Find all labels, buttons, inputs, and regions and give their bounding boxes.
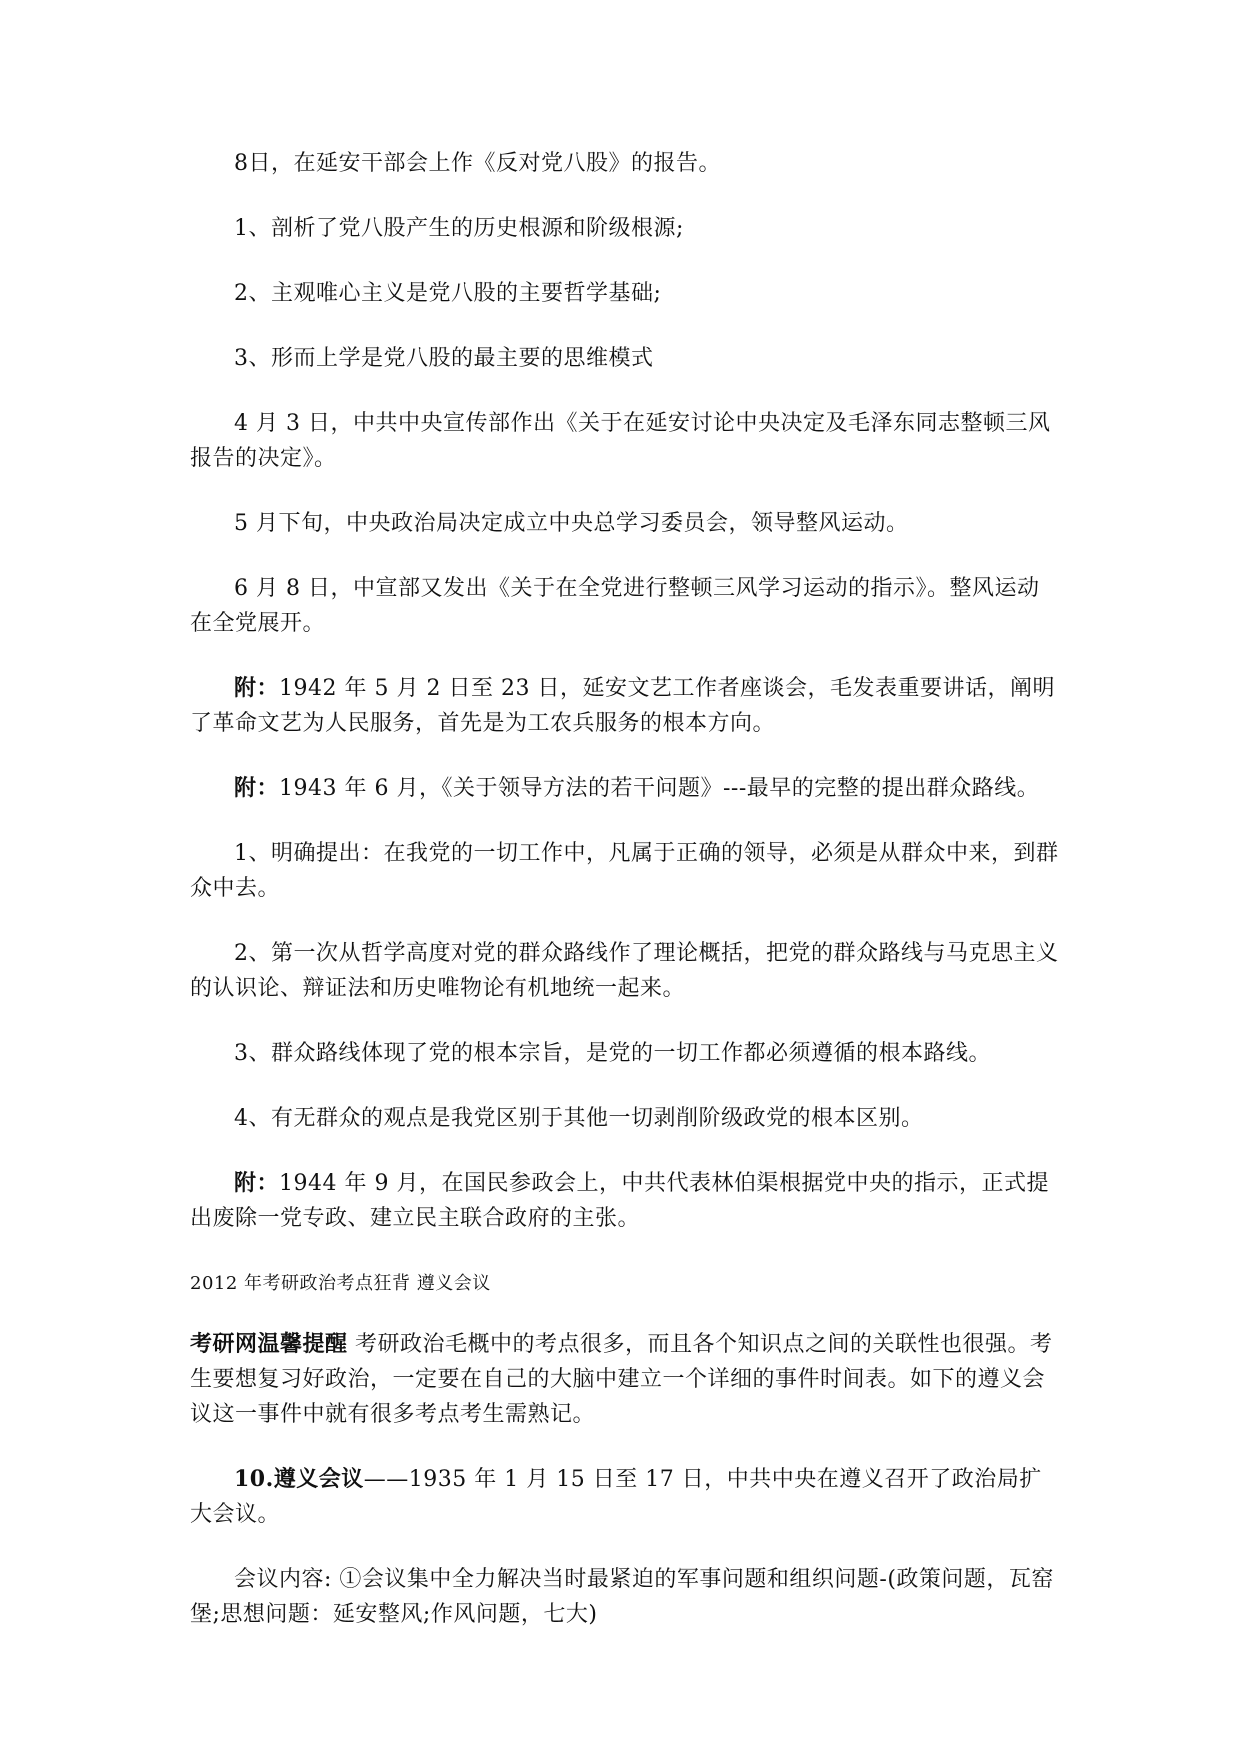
meeting-content-text: 会议内容: ①会议集中全力解决当时最紧迫的军事问题和组织问题-(政策问题，瓦窑堡;思想问题：延安整风;作风问题，七大): [190, 1567, 1054, 1627]
appendix-label: 附：: [234, 675, 280, 701]
paragraph-text: 6 月 8 日，中宣部又发出《关于在全党进行整顿三风学习运动的指示》。整风运动在全党展开。: [190, 576, 1040, 636]
list-item-text: 1、明确提出：在我党的一切工作中，凡属于正确的领导，必须是从群众中来，到群众中去。: [190, 841, 1059, 901]
tip-label: 考研网温馨提醒: [190, 1331, 348, 1357]
paragraph: [190, 406, 1060, 476]
zunyi-text: ——1935 年 1 月 15 日至 17 日，中共中央在遵义召开了政治局扩大会议。: [190, 1467, 1042, 1527]
appendix-label: 附：: [234, 775, 280, 801]
paragraph-text: 1943 年 6 月，《关于领导方法的若干问题》---最早的完整的提出群众路线。: [279, 776, 1040, 801]
list-item-text: 3、群众路线体现了党的根本宗旨，是党的一切工作都必须遵循的根本路线。: [234, 1041, 991, 1066]
meeting-content-paragraph: [190, 1562, 1060, 1632]
appendix-paragraph: [190, 771, 1060, 806]
list-item-text: 2、第一次从哲学高度对党的群众路线作了理论概括，把党的群众路线与马克思主义的认识论、辩证法和历史唯物论有机地统一起来。: [190, 941, 1059, 1001]
paragraph: [190, 571, 1060, 641]
list-item-text: 4、有无群众的观点是我党区别于其他一切剥削阶级政党的根本区别。: [234, 1106, 924, 1131]
list-item: [190, 1036, 1060, 1071]
list-item: [190, 936, 1060, 1006]
list-item: [190, 341, 1060, 376]
paragraph-text: 8日，在延安干部会上作《反对党八股》的报告。: [234, 151, 721, 176]
appendix-label: 附：: [234, 1170, 280, 1196]
tip-text: 考研政治毛概中的考点很多，而且各个知识点之间的关联性也很强。考生要想复习好政治，一定要在自己的大脑中建立一个详细的事件时间表。如下的遵义会议这一事件中就有很多考点考生需熟记。: [190, 1332, 1053, 1427]
paragraph: [190, 146, 1060, 181]
paragraph-text: 5 月下旬，中央政治局决定成立中央总学习委员会，领导整风运动。: [234, 511, 909, 536]
document-body: [190, 146, 1060, 1662]
list-item-text: 1、剖析了党八股产生的历史根源和阶级根源;: [234, 216, 684, 241]
list-item-text: 3、形而上学是党八股的最主要的思维模式: [234, 346, 654, 371]
list-item-text: 2、主观唯心主义是党八股的主要哲学基础;: [234, 281, 662, 306]
appendix-paragraph: [190, 671, 1060, 741]
list-item: [190, 276, 1060, 311]
zunyi-paragraph: [190, 1462, 1060, 1532]
list-item: [190, 211, 1060, 246]
list-item: [190, 1101, 1060, 1136]
paragraph-text: 1942 年 5 月 2 日至 23 日，延安文艺工作者座谈会，毛发表重要讲话，阐明了革命文艺为人民服务，首先是为工农兵服务的根本方向。: [190, 676, 1055, 736]
tip-paragraph: [190, 1327, 1060, 1432]
section-heading: 2012 年考研政治考点狂背 遵义会议: [190, 1273, 491, 1294]
list-item: [190, 836, 1060, 906]
appendix-paragraph: [190, 1166, 1060, 1236]
paragraph-text: 4 月 3 日，中共中央宣传部作出《关于在延安讨论中央决定及毛泽东同志整顿三风报告的决定》。: [190, 411, 1051, 471]
zunyi-label: 10.遵义会议: [234, 1466, 364, 1492]
paragraph-text: 1944 年 9 月，在国民参政会上，中共代表林伯渠根据党中央的指示，正式提出废除一党专政、建立民主联合政府的主张。: [190, 1171, 1049, 1231]
paragraph: [190, 506, 1060, 541]
